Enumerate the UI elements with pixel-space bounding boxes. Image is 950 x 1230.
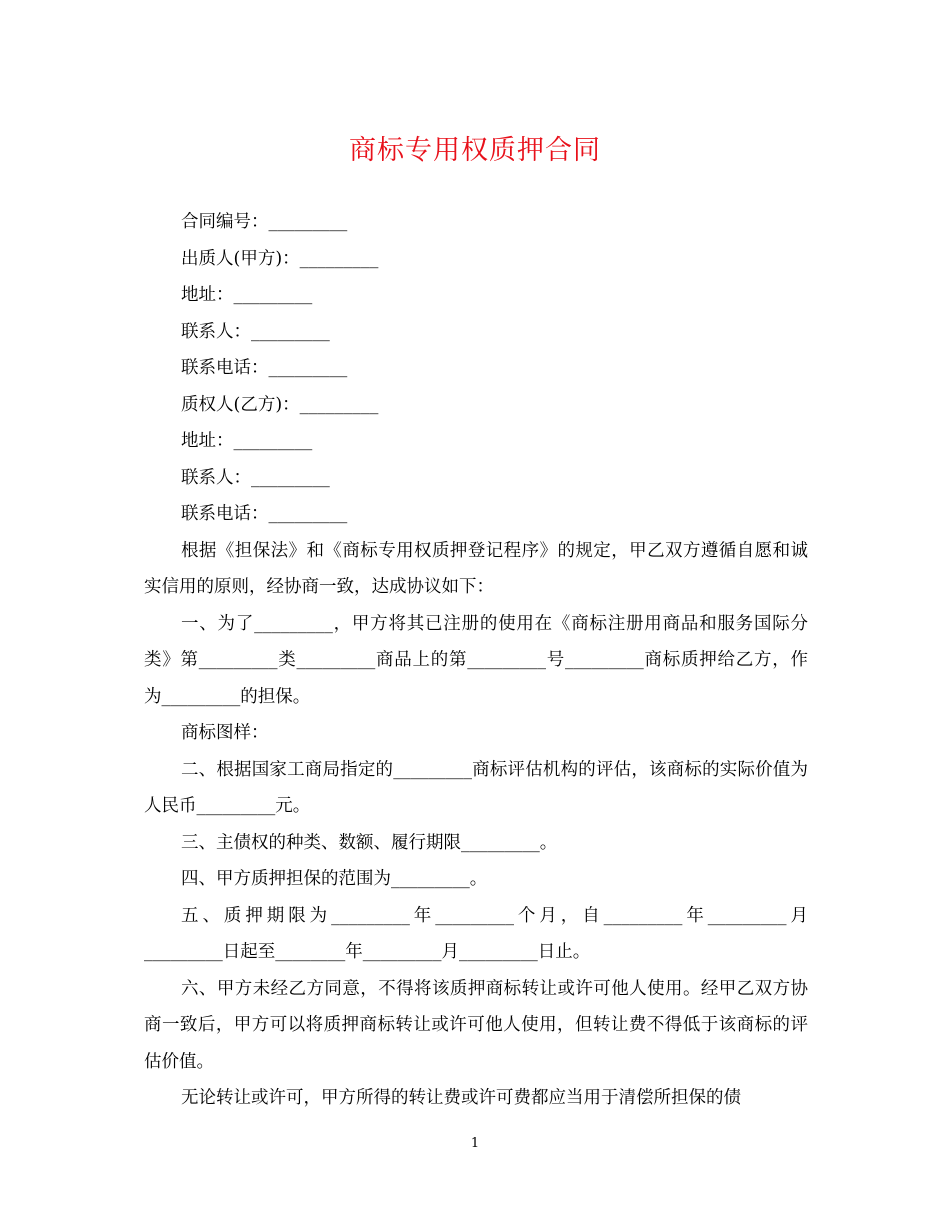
pledgor-contact-field: 联系人：_________ bbox=[181, 321, 330, 342]
document-title: 商标专用权质押合同 bbox=[349, 135, 601, 166]
clause-4-paragraph: 四、甲方质押担保的范围为_________。 bbox=[181, 869, 488, 889]
pledgor-phone-field: 联系电话：_________ bbox=[181, 358, 348, 378]
clause-1-paragraph: 一、为了_________，甲方将其已注册的使用在《商标注册用商品和服务国际分类》第_________类_________商品上的第_________号_________商标质押给乙方，作为_________的担保。 bbox=[144, 613, 808, 707]
transfer-fee-paragraph: 无论转让或许可，甲方所得的转让费或许可费都应当用于清偿所担保的债 bbox=[181, 1088, 741, 1108]
trademark-sample-label: 商标图样： bbox=[181, 723, 269, 743]
clause-5-paragraph: 五、质押期限为_________年_________个月，自_________年_________月_________日起至________年_________月_________日止。 bbox=[144, 905, 808, 962]
clause-6-paragraph: 六、甲方未经乙方同意，不得将该质押商标转让或许可他人使用。经甲乙双方协商一致后，甲方可以将质押商标转让或许可他人使用，但转让费不得低于该商标的评估价值。 bbox=[144, 978, 808, 1072]
clause-2-paragraph: 二、根据国家工商局指定的_________商标评估机构的评估，该商标的实际价值为人民币_________元。 bbox=[144, 759, 808, 816]
pledgee-address-field: 地址：_________ bbox=[181, 431, 313, 451]
preamble-paragraph: 根据《担保法》和《商标专用权质押登记程序》的规定，甲乙双方遵循自愿和诚实信用的原则，经协商一致，达成协议如下： bbox=[144, 540, 808, 597]
pledgee-contact-field: 联系人：_________ bbox=[181, 467, 330, 488]
clause-3-paragraph: 三、主债权的种类、数额、履行期限_________。 bbox=[181, 832, 558, 853]
pledgor-field: 出质人(甲方)：_________ bbox=[181, 248, 379, 269]
pledgor-address-field: 地址：_________ bbox=[181, 285, 313, 305]
pledgee-phone-field: 联系电话：_________ bbox=[181, 504, 348, 524]
page-number: 1 bbox=[470, 1136, 480, 1151]
pledgee-field: 质权人(乙方)：_________ bbox=[181, 394, 379, 415]
contract-number-field: 合同编号：_________ bbox=[181, 212, 348, 232]
document-body bbox=[144, 204, 808, 1117]
